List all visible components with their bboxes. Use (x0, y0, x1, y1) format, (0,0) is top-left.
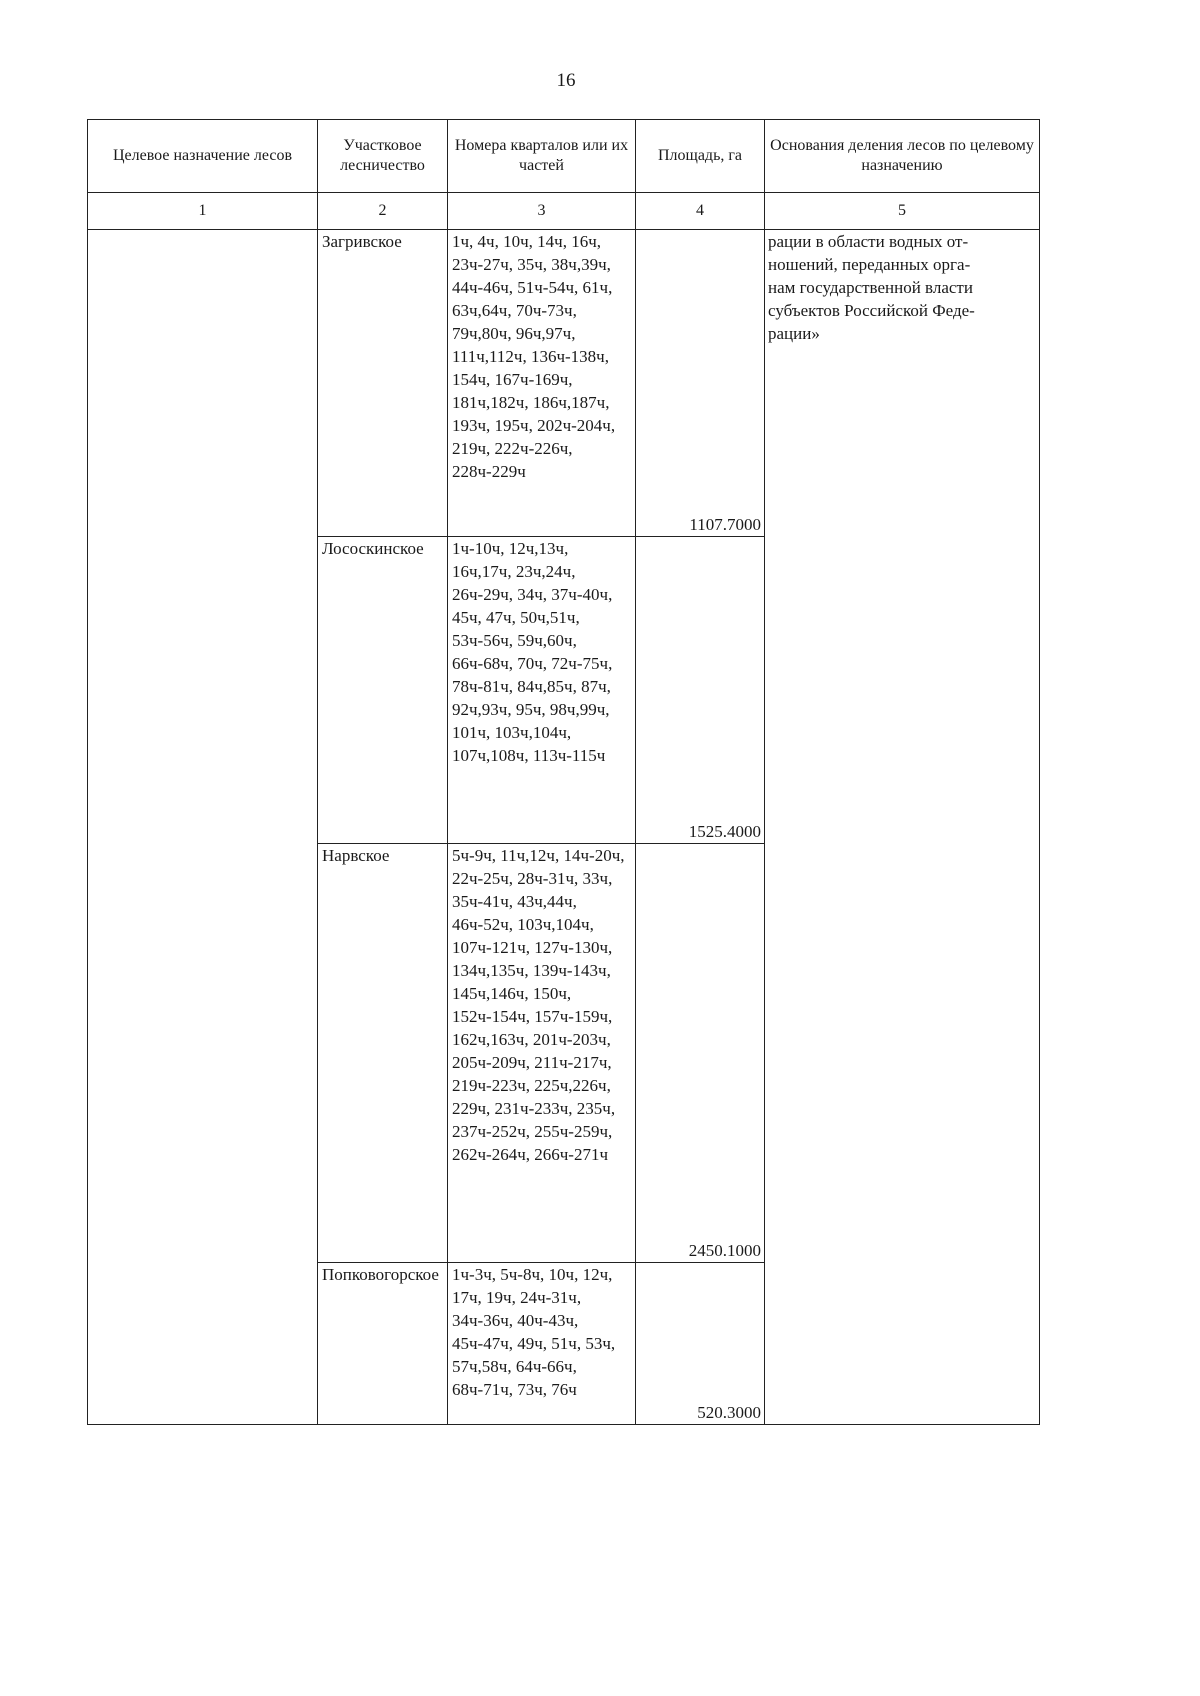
area-cell: 1525.4000 (636, 537, 765, 844)
column-number: 5 (765, 193, 1040, 230)
basis-cell (765, 230, 1040, 1425)
header-area: Площадь, га (636, 120, 765, 193)
table-row (88, 230, 1040, 537)
column-number: 4 (636, 193, 765, 230)
column-number: 3 (448, 193, 636, 230)
header-quarters: Номера кварталов или их частей (448, 120, 636, 193)
quarters-cell: 1ч-3ч, 5ч-8ч, 10ч, 12ч, 17ч, 19ч, 24ч-31ч, 34ч-36ч, 40ч-43ч, 45ч-47ч, 49ч, 51ч, 53ч, 57ч,58ч, 64ч-66ч, 68ч-71ч, 73ч, 76ч (448, 1263, 636, 1425)
basis-line: субъектов Российской Феде- (768, 301, 975, 320)
header-basis: Основания деления лесов по целевому назначению (765, 120, 1040, 193)
page-number: 16 (556, 70, 576, 91)
quarters-cell: 1ч, 4ч, 10ч, 14ч, 16ч, 23ч-27ч, 35ч, 38ч,39ч, 44ч-46ч, 51ч-54ч, 61ч, 63ч,64ч, 70ч-73ч, 79ч,80ч, 96ч,97ч, 111ч,112ч, 136ч-138ч, 154ч, 167ч-169ч, 181ч,182ч, 186ч,187ч, 193ч, 195ч, 202ч-204ч, 219ч, 222ч-226ч, 228ч-229ч (448, 230, 636, 537)
header-purpose: Целевое назначение лесов (88, 120, 318, 193)
quarters-cell: 1ч-10ч, 12ч,13ч, 16ч,17ч, 23ч,24ч, 26ч-29ч, 34ч, 37ч-40ч, 45ч, 47ч, 50ч,51ч, 53ч-56ч, 59ч,60ч, 66ч-68ч, 70ч, 72ч-75ч, 78ч-81ч, 84ч,85ч, 87ч, 92ч,93ч, 95ч, 98ч,99ч, 101ч, 103ч,104ч, 107ч,108ч, 113ч-115ч (448, 537, 636, 844)
forestry-cell: Попковогорское (318, 1263, 448, 1425)
basis-line: рации» (768, 324, 820, 343)
basis-line: рации в области водных от- (768, 232, 969, 251)
basis-line: ношений, переданных орга- (768, 255, 971, 274)
forestry-cell: Лососкинское (318, 537, 448, 844)
table-header-row (88, 120, 1040, 193)
purpose-cell (88, 230, 318, 1425)
quarters-cell: 5ч-9ч, 11ч,12ч, 14ч-20ч, 22ч-25ч, 28ч-31ч, 33ч, 35ч-41ч, 43ч,44ч, 46ч-52ч, 103ч,104ч, 107ч-121ч, 127ч-130ч, 134ч,135ч, 139ч-143ч, 145ч,146ч, 150ч, 152ч-154ч, 157ч-159ч, 162ч,163ч, 201ч-203ч, 205ч-209ч, 211ч-217ч, 219ч-223ч, 225ч,226ч, 229ч, 231ч-233ч, 235ч, 237ч-252ч, 255ч-259ч, 262ч-264ч, 266ч-271ч (448, 844, 636, 1263)
area-cell: 1107.7000 (636, 230, 765, 537)
area-cell: 520.3000 (636, 1263, 765, 1425)
area-cell: 2450.1000 (636, 844, 765, 1263)
column-number-row (88, 193, 1040, 230)
basis-line: нам государственной власти (768, 278, 973, 297)
column-number: 2 (318, 193, 448, 230)
header-forestry: Участковое лесничество (318, 120, 448, 193)
forestry-cell: Загривское (318, 230, 448, 537)
forestry-cell: Нарвское (318, 844, 448, 1263)
forest-purpose-table (87, 119, 1040, 1425)
column-number: 1 (88, 193, 318, 230)
